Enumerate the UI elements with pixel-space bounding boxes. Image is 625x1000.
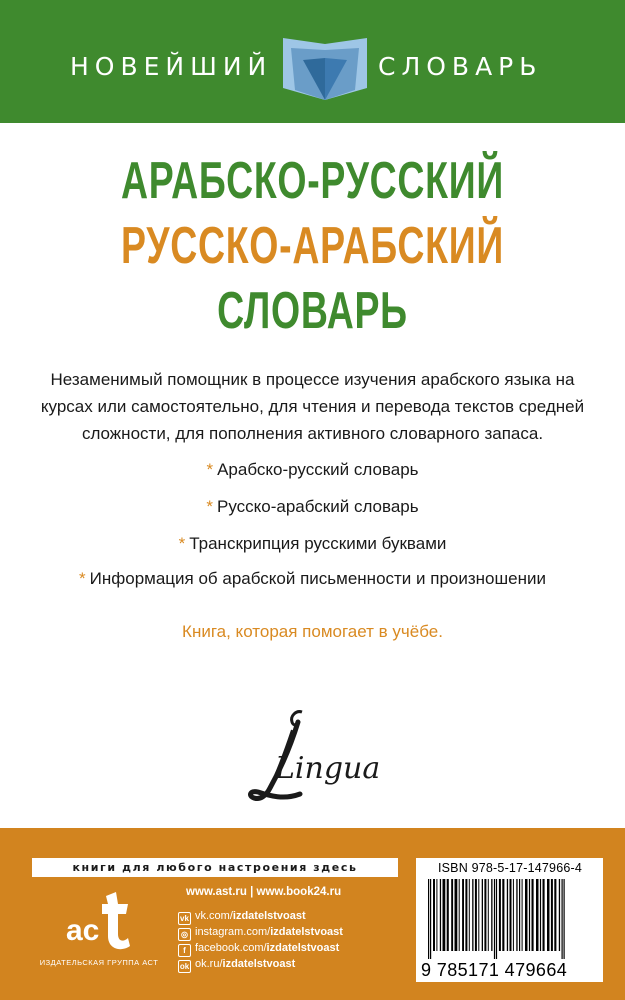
feature-bullet: [0, 459, 625, 481]
book-tagline: Книга, которая помогает в учёбе.: [182, 622, 443, 641]
bullet-asterisk: *: [206, 497, 213, 516]
social-handle: izdatelstvoast: [270, 926, 343, 938]
bullet-asterisk: *: [79, 569, 86, 588]
open-book-icon: [281, 36, 369, 104]
publisher-name: ИЗДАТЕЛЬСКАЯ ГРУППА АСТ: [39, 958, 159, 967]
ast-publisher-logo: [62, 890, 134, 952]
instagram-icon: ◎: [178, 928, 191, 941]
feature-text: Русско-арабский словарь: [216, 497, 419, 516]
social-prefix: ok.ru/: [195, 958, 223, 970]
social-prefix: vk.com/: [195, 910, 233, 922]
feature-bullet: [0, 568, 625, 590]
feature-bullet: [0, 533, 625, 555]
social-link-vk[interactable]: [178, 909, 306, 925]
social-link-odnoklassniki[interactable]: [178, 957, 295, 973]
publisher-websites[interactable]: www.ast.ru | www.book24.ru: [186, 886, 342, 898]
social-link-facebook[interactable]: [178, 941, 339, 957]
feature-text: Арабско-русский словарь: [217, 460, 419, 479]
feature-bullet: [0, 496, 625, 518]
facebook-icon: f: [178, 944, 191, 957]
feature-text: Транскрипция русскими буквами: [189, 534, 447, 553]
book-title-line-3: СЛОВАРЬ: [217, 282, 408, 340]
isbn-label: ISBN 978-5-17-147966-4: [437, 861, 583, 875]
feature-text: Информация об арабской письменности и произношении: [89, 569, 546, 588]
bullet-asterisk: *: [178, 534, 186, 553]
social-handle: izdatelstvoast: [222, 958, 296, 970]
barcode-digits: 9 785171 479664: [421, 960, 568, 980]
series-title-left: НОВЕЙШИЙ: [70, 52, 273, 81]
social-handle: izdatelstvoast: [266, 942, 340, 954]
bullet-asterisk: *: [206, 460, 214, 479]
social-prefix: facebook.com/: [195, 942, 267, 954]
book-title-line-1: АРАБСКО-РУССКИЙ: [121, 152, 504, 210]
odnoklassniki-icon: ok: [179, 962, 190, 971]
social-handle: izdatelstvoast: [232, 910, 306, 922]
publisher-slogan: книги для любого настроения здесь: [32, 858, 398, 877]
svg-text:ac: ac: [66, 914, 100, 947]
series-title-right: СЛОВАРЬ: [378, 52, 543, 81]
social-link-instagram[interactable]: [178, 925, 343, 941]
social-prefix: instagram.com/: [195, 926, 271, 938]
book-description: Незаменимый помощник в процессе изучения арабского языка на курсах или самостоятельно, для чтения и перевода текстов средней сложности, для пополнения активного словарного запаса.: [40, 370, 585, 443]
vk-icon: vk: [178, 912, 191, 925]
lingua-imprint-name: Lingua: [275, 751, 381, 786]
book-title-line-2: РУССКО-АРАБСКИЙ: [121, 217, 504, 275]
barcode-bars: [426, 879, 594, 959]
